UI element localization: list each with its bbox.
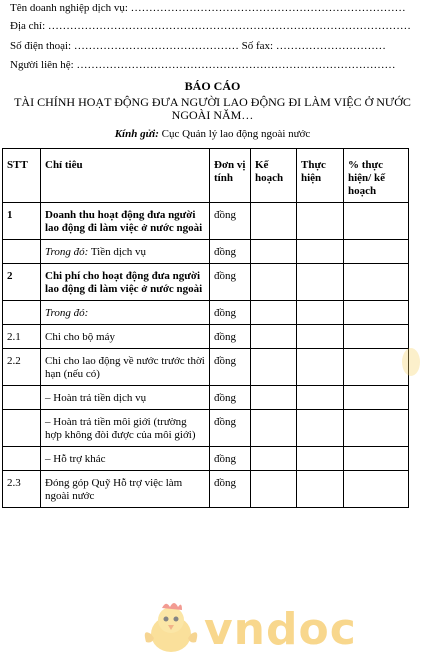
table-row: [3, 386, 409, 410]
stt-cell: [3, 301, 41, 325]
actual-cell: [297, 410, 344, 447]
vndoc-watermark: vndoc: [204, 604, 357, 655]
unit-cell: đồng: [210, 349, 251, 386]
addressee-value: Cục Quản lý lao động ngoài nước: [158, 128, 311, 140]
indicator-text: Doanh thu hoạt động đưa người lao động đi làm việc ở nước ngoài: [45, 209, 203, 234]
plan-cell: [251, 471, 297, 508]
actual-cell: [297, 471, 344, 508]
actual-cell: [297, 349, 344, 386]
percent-cell: [344, 349, 409, 386]
company-name-line: Tên doanh nghiệp dịch vụ: …………………………………………………………………: [10, 2, 406, 14]
actual-cell: [297, 325, 344, 349]
report-title: BÁO CÁO: [184, 79, 241, 93]
unit-cell: đồng: [210, 410, 251, 447]
stt-cell: 2.3: [3, 471, 41, 508]
unit-cell: đồng: [210, 325, 251, 349]
plan-cell: [251, 264, 297, 301]
plan-cell: [251, 203, 297, 240]
unit-cell: đồng: [210, 386, 251, 410]
header-percent: % thực hiện/ kế hoạch: [344, 149, 409, 203]
stt-cell: 2.1: [3, 325, 41, 349]
table-row: [3, 240, 409, 264]
indicator-cell: [41, 471, 210, 508]
header-unit: Đơn vị tính: [210, 149, 251, 203]
table-row: [3, 410, 409, 447]
percent-cell: [344, 264, 409, 301]
chicken-mascot-icon: [138, 598, 204, 658]
addressee-label: Kính gửi:: [114, 128, 159, 140]
header-stt: STT: [3, 149, 41, 203]
actual-cell: [297, 264, 344, 301]
percent-cell: [344, 471, 409, 508]
stt-cell: [3, 240, 41, 264]
phone-fax-line: Số điện thoại: ……………………………………… Số fax: …………………………: [10, 40, 386, 52]
table-row: [3, 349, 409, 386]
watermark-fragment: [402, 348, 420, 376]
plan-cell: [251, 349, 297, 386]
percent-cell: [344, 203, 409, 240]
actual-cell: [297, 203, 344, 240]
indicator-text: Chi phí cho hoạt động đưa người lao động đi làm việc ở nước ngoài: [45, 270, 203, 295]
stt-cell: 2: [3, 264, 41, 301]
report-subtitle: TÀI CHÍNH HOẠT ĐỘNG ĐƯA NGƯỜI LAO ĐỘNG ĐI LÀM VIỆC Ở NƯỚC NGOÀI NĂM…: [14, 95, 411, 122]
plan-cell: [251, 240, 297, 264]
actual-cell: [297, 301, 344, 325]
report-table: [2, 148, 409, 508]
table-row: [3, 471, 409, 508]
indicator-text: Chi cho lao động về nước trước thời hạn (nếu có): [45, 355, 205, 380]
indicator-cell: [41, 203, 210, 240]
addressee: [0, 128, 425, 140]
indicator-prefix: Trong đó:: [45, 246, 89, 258]
header-indicator: Chỉ tiêu: [41, 149, 210, 203]
stt-cell: [3, 386, 41, 410]
plan-cell: [251, 301, 297, 325]
table-row: [3, 447, 409, 471]
indicator-cell: [41, 264, 210, 301]
contact-line: Người liên hệ: ……………………………………………………………………………: [10, 59, 396, 71]
percent-cell: [344, 325, 409, 349]
unit-cell: đồng: [210, 264, 251, 301]
indicator-cell: [41, 301, 210, 325]
percent-cell: [344, 240, 409, 264]
unit-cell: đồng: [210, 471, 251, 508]
indicator-cell: [41, 325, 210, 349]
actual-cell: [297, 386, 344, 410]
percent-cell: [344, 447, 409, 471]
stt-cell: 2.2: [3, 349, 41, 386]
actual-cell: [297, 240, 344, 264]
table-row: [3, 325, 409, 349]
unit-cell: đồng: [210, 447, 251, 471]
stt-cell: 1: [3, 203, 41, 240]
header-plan: Kế hoạch: [251, 149, 297, 203]
indicator-text: – Hỗ trợ khác: [45, 453, 106, 465]
indicator-cell: [41, 386, 210, 410]
indicator-prefix: Trong đó:: [45, 307, 89, 319]
unit-cell: đồng: [210, 301, 251, 325]
indicator-cell: [41, 447, 210, 471]
percent-cell: [344, 386, 409, 410]
actual-cell: [297, 447, 344, 471]
indicator-text: Đóng góp Quỹ Hỗ trợ việc làm ngoài nước: [45, 477, 183, 502]
plan-cell: [251, 386, 297, 410]
indicator-cell: [41, 410, 210, 447]
table-row: [3, 264, 409, 301]
indicator-text: – Hoàn trả tiền môi giới (trường hợp không đòi được của môi giới): [45, 416, 196, 441]
stt-cell: [3, 447, 41, 471]
stt-cell: [3, 410, 41, 447]
plan-cell: [251, 447, 297, 471]
plan-cell: [251, 325, 297, 349]
indicator-text: – Hoàn trả tiền dịch vụ: [45, 392, 147, 404]
header-actual: Thực hiện: [297, 149, 344, 203]
percent-cell: [344, 410, 409, 447]
plan-cell: [251, 410, 297, 447]
indicator-cell: [41, 349, 210, 386]
unit-cell: đồng: [210, 240, 251, 264]
indicator-text: Chi cho bộ máy: [45, 331, 115, 343]
table-header-row: [3, 149, 409, 203]
percent-cell: [344, 301, 409, 325]
indicator-text: Tiền dịch vụ: [88, 246, 147, 258]
table-row: [3, 203, 409, 240]
address-line: Địa chỉ: ………………………………………………………………………………………: [10, 20, 411, 32]
unit-cell: đồng: [210, 203, 251, 240]
indicator-cell: [41, 240, 210, 264]
table-row: [3, 301, 409, 325]
